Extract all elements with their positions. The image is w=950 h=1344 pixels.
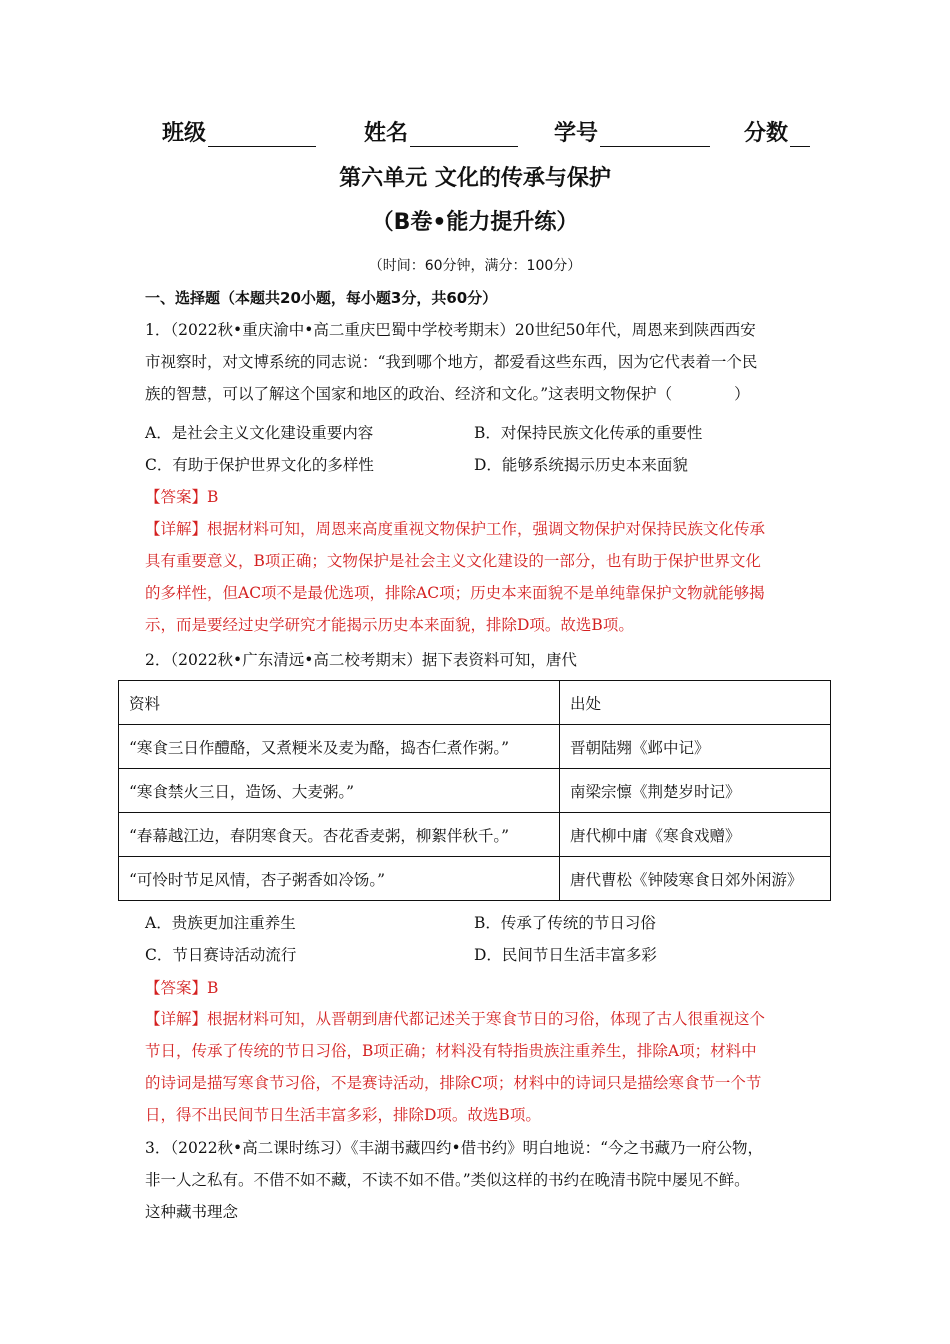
q1-option-d[interactable]: D．能够系统揭示历史本来面貌	[474, 456, 688, 474]
q1-line-3: 族的智慧，可以了解这个国家和地区的政治、经济和文化。”这表明文物保护（ ）	[145, 385, 750, 403]
q1-line-1: 1．（2022秋•重庆渝中•高二重庆巴蜀中学校考期末）20世纪50年代，周恩来到陕西西安	[145, 321, 756, 339]
student-id-field[interactable]	[554, 116, 710, 147]
q2-option-b[interactable]: B．传承了传统的节日习俗	[474, 914, 656, 932]
q2-option-c[interactable]: C．节日赛诗活动流行	[145, 946, 297, 964]
table-cell: “春幕越江边，春阴寒食天。杏花香麦粥，柳絮伴秋千。”	[119, 813, 560, 857]
q2-detail-line-4: 日，得不出民间节日生活丰富多彩，排除D项。故选B项。	[145, 1106, 541, 1124]
q1-option-c[interactable]: C．有助于保护世界文化的多样性	[145, 456, 374, 474]
table-row	[119, 813, 831, 857]
score-label: 分数	[744, 121, 789, 146]
score-field[interactable]	[744, 116, 810, 147]
name-label: 姓名	[364, 121, 409, 146]
student-info-header	[162, 116, 812, 146]
student-id-label: 学号	[554, 121, 599, 146]
q2-detail	[145, 1003, 815, 1131]
question-3-stem	[145, 1132, 815, 1228]
q2-option-a[interactable]: A．贵族更加注重养生	[145, 914, 296, 932]
q3-line-2: 非一人之私有。不借不如不藏，不读不如不借。”类似这样的书约在晚清书院中屡见不鲜。	[145, 1171, 750, 1189]
source-table	[118, 680, 831, 901]
table-row	[119, 725, 831, 769]
q1-detail-line-4: 示，而是要经过史学研究才能揭示历史本来面貌，排除D项。故选B项。	[145, 616, 634, 634]
question-2-stem: 2．（2022秋•广东清远•高二校考期末）据下表资料可知，唐代	[145, 651, 577, 669]
paper-subtitle: （B卷•能力提升练）	[371, 210, 579, 235]
table-cell: 唐代曹松《钟陵寒食日郊外闲游》	[560, 857, 831, 901]
table-cell: “寒食三日作醴酪，又煮粳米及麦为酪，捣杏仁煮作粥。”	[119, 725, 560, 769]
q1-detail-line-1: 根据材料可知，周恩来高度重视文物保护工作，强调文物保护对保持民族文化传承	[207, 520, 766, 538]
q1-detail-tag: 【详解】	[145, 520, 208, 538]
table-row	[119, 769, 831, 813]
q2-detail-line-1: 根据材料可知，从晋朝到唐代都记述关于寒食节日的习俗，体现了古人很重视这个	[207, 1010, 766, 1028]
section-heading: 一、选择题（本题共20小题，每小题3分，共60分）	[145, 289, 498, 307]
q1-detail	[145, 513, 815, 641]
q2-detail-line-2: 节日，传承了传统的节日习俗，B项正确；材料没有特指贵族注重养生，排除A项；材料中	[145, 1042, 757, 1060]
q3-line-1: 3．（2022秋•高二课时练习）《丰湖书藏四约•借书约》明白地说：“今之书藏乃一府公物，	[145, 1139, 764, 1157]
q1-line-2: 市视察时，对文博系统的同志说：“我到哪个地方，都爱看这些东西，因为它代表着一个民	[145, 353, 758, 371]
q1-option-a[interactable]: A．是社会主义文化建设重要内容	[145, 424, 374, 442]
table-row	[119, 857, 831, 901]
table-cell: 晋朝陆翙《邺中记》	[560, 725, 831, 769]
q1-detail-line-3: 的多样性，但AC项不是最优选项，排除AC项；历史本来面貌不是单纯靠保护文物就能够揭	[145, 584, 765, 602]
q2-option-d[interactable]: D．民间节日生活丰富多彩	[474, 946, 657, 964]
table-header-source: 出处	[560, 681, 831, 725]
q2-detail-line-3: 的诗词是描写寒食节习俗，不是赛诗活动，排除C项；材料中的诗词只是描绘寒食节一个节	[145, 1074, 762, 1092]
q1-answer-value: B	[207, 488, 219, 506]
table-header-row	[119, 681, 831, 725]
q1-answer	[145, 485, 218, 507]
q1-option-b[interactable]: B．对保持民族文化传承的重要性	[474, 424, 703, 442]
q2-detail-tag: 【详解】	[145, 1010, 208, 1028]
q3-line-3: 这种藏书理念	[145, 1203, 239, 1221]
class-field[interactable]	[162, 116, 316, 147]
table-cell: 唐代柳中庸《寒食戏赠》	[560, 813, 831, 857]
q2-answer-tag: 【答案】	[145, 979, 208, 997]
class-label: 班级	[162, 121, 207, 146]
question-1-stem	[145, 314, 815, 410]
q2-answer	[145, 976, 218, 998]
q1-detail-line-2: 具有重要意义，B项正确；文物保护是社会主义文化建设的一部分，也有助于保护世界文化	[145, 552, 761, 570]
unit-title: 第六单元 文化的传承与保护	[339, 166, 611, 191]
table-cell: “可怜时节足风情，杏子粥香如冷饧。”	[119, 857, 560, 901]
time-info: （时间：60分钟，满分：100分）	[368, 258, 582, 274]
q1-answer-tag: 【答案】	[145, 488, 208, 506]
table-cell: 南梁宗懔《荆楚岁时记》	[560, 769, 831, 813]
q2-answer-value: B	[207, 979, 219, 997]
table-header-material: 资料	[119, 681, 560, 725]
table-cell: “寒食禁火三日，造饧、大麦粥。”	[119, 769, 560, 813]
name-field[interactable]	[364, 116, 518, 147]
